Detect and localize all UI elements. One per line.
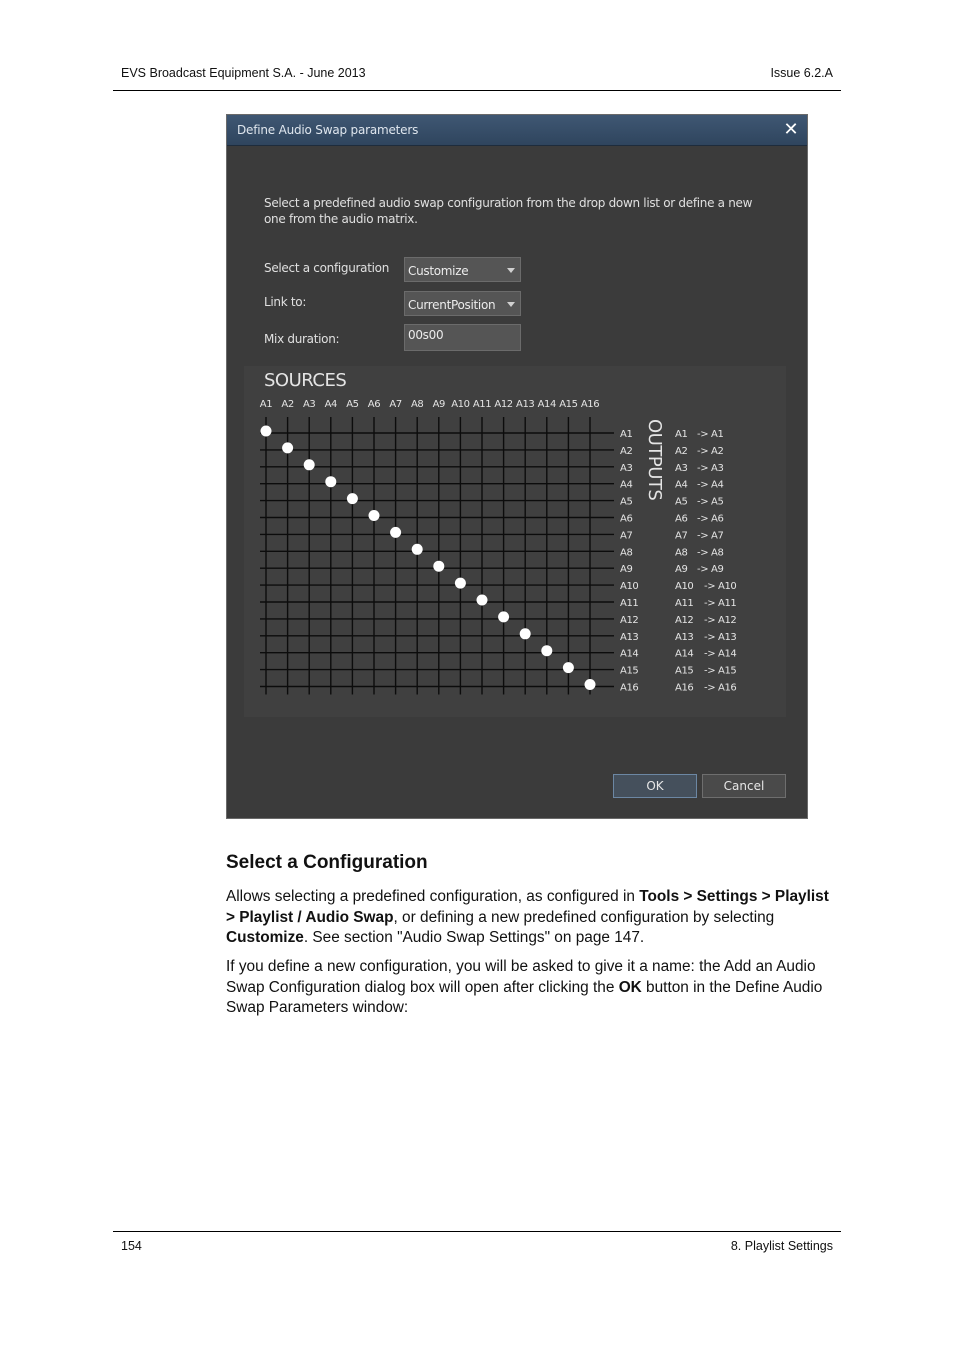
mapping-dst-A14: A14 xyxy=(718,648,737,660)
route-dot-A1-A1[interactable] xyxy=(261,426,272,437)
source-label-A6: A6 xyxy=(367,399,381,410)
output-label-A4: A4 xyxy=(620,479,633,491)
config-value: Customize xyxy=(408,264,469,278)
paragraph-1: Allows selecting a predefined configuration, as configured in Tools > Settings > Playlist > Playlist / Audio Swap, or defining a new predefined configuration by selecting Customize. See section "Audio Swap Settings" on page 147. xyxy=(226,888,829,946)
audio-matrix-panel xyxy=(244,366,786,717)
mapping-dst-A9: A9 xyxy=(711,564,724,576)
mapping-dst-A4: A4 xyxy=(711,479,724,491)
route-dot-A9-A9[interactable] xyxy=(433,561,444,572)
mapping-arrow: -> xyxy=(697,513,709,525)
route-dot-A7-A7[interactable] xyxy=(390,527,401,538)
output-label-A6: A6 xyxy=(620,513,633,525)
mapping-src-A12: A12 xyxy=(675,614,694,626)
close-icon[interactable]: ✕ xyxy=(783,119,799,140)
chevron-down-icon xyxy=(507,302,515,307)
route-dot-A6-A6[interactable] xyxy=(369,510,380,521)
mapping-src-A11: A11 xyxy=(675,598,694,609)
mix-value: 00s00 xyxy=(408,328,444,342)
mapping-src-A10: A10 xyxy=(675,581,694,593)
source-label-A3: A3 xyxy=(302,399,316,410)
page-header xyxy=(113,64,841,91)
source-label-A10: A10 xyxy=(451,399,470,410)
mapping-src-A8: A8 xyxy=(675,547,688,559)
mapping-dst-A2: A2 xyxy=(711,445,724,457)
output-label-A10: A10 xyxy=(620,581,639,593)
audio-matrix[interactable] xyxy=(244,366,786,717)
mix-duration-field[interactable] xyxy=(404,324,521,351)
mapping-arrow: -> xyxy=(704,631,716,643)
route-dot-A8-A8[interactable] xyxy=(412,544,423,555)
outputs-title: OUTPUTS xyxy=(644,419,665,501)
mapping-arrow: -> xyxy=(697,479,709,491)
source-label-A9: A9 xyxy=(432,399,446,410)
mapping-arrow: -> xyxy=(704,598,716,609)
mapping-arrow: -> xyxy=(697,429,709,440)
source-label-A4: A4 xyxy=(324,399,338,410)
mapping-arrow: -> xyxy=(704,614,716,626)
footer-page-number: 154 xyxy=(121,1239,142,1253)
config-label: Select a configuration xyxy=(264,261,390,275)
mapping-arrow: -> xyxy=(697,530,709,542)
route-dot-A13-A13[interactable] xyxy=(520,628,531,639)
output-label-A3: A3 xyxy=(620,462,633,474)
mapping-arrow: -> xyxy=(704,682,716,694)
mapping-src-A16: A16 xyxy=(675,682,694,694)
source-label-A8: A8 xyxy=(410,399,424,410)
page-footer xyxy=(113,1231,841,1253)
mapping-src-A5: A5 xyxy=(675,496,688,508)
mapping-arrow: -> xyxy=(697,496,709,508)
route-dot-A14-A14[interactable] xyxy=(541,645,552,656)
mapping-src-A4: A4 xyxy=(675,479,688,491)
mapping-src-A7: A7 xyxy=(675,530,688,542)
mapping-dst-A6: A6 xyxy=(711,513,724,525)
source-label-A12: A12 xyxy=(494,399,513,410)
section-title: Select a Configuration xyxy=(226,852,428,873)
source-label-A1: A1 xyxy=(259,399,273,410)
config-dropdown[interactable] xyxy=(404,257,521,282)
route-dot-A3-A3[interactable] xyxy=(304,459,315,470)
output-label-A11: A11 xyxy=(620,598,639,609)
mapping-src-A1: A1 xyxy=(675,429,688,440)
dialog-titlebar xyxy=(227,115,807,146)
mapping-arrow: -> xyxy=(697,445,709,457)
route-dot-A10-A10[interactable] xyxy=(455,578,466,589)
output-label-A8: A8 xyxy=(620,547,633,559)
route-dot-A16-A16[interactable] xyxy=(585,679,596,690)
source-label-A14: A14 xyxy=(537,399,556,410)
dialog-title: Define Audio Swap parameters xyxy=(237,123,419,137)
mapping-arrow: -> xyxy=(704,581,716,593)
mapping-src-A3: A3 xyxy=(675,462,688,474)
ok-button[interactable]: OK xyxy=(613,774,697,798)
mapping-src-A14: A14 xyxy=(675,648,694,660)
mapping-arrow: -> xyxy=(697,547,709,559)
mapping-dst-A10: A10 xyxy=(718,581,737,593)
mapping-src-A6: A6 xyxy=(675,513,688,525)
mapping-dst-A7: A7 xyxy=(711,530,724,542)
source-label-A7: A7 xyxy=(389,399,402,410)
output-label-A16: A16 xyxy=(620,682,639,694)
output-label-A12: A12 xyxy=(620,614,639,626)
output-label-A2: A2 xyxy=(620,445,633,457)
route-dot-A11-A11[interactable] xyxy=(477,595,488,606)
mapping-dst-A1: A1 xyxy=(711,429,724,440)
mix-label: Mix duration: xyxy=(264,332,340,346)
source-label-A15: A15 xyxy=(559,399,578,410)
output-label-A7: A7 xyxy=(620,530,633,542)
mapping-arrow: -> xyxy=(697,462,709,474)
mapping-dst-A15: A15 xyxy=(718,665,737,677)
mapping-arrow: -> xyxy=(704,665,716,677)
mapping-dst-A12: A12 xyxy=(718,614,737,626)
header-publisher: EVS Broadcast Equipment S.A. - June 2013 xyxy=(121,66,366,80)
sources-title: SOURCES xyxy=(264,370,347,391)
mapping-dst-A11: A11 xyxy=(718,598,737,609)
mapping-src-A2: A2 xyxy=(675,445,688,457)
audio-swap-dialog xyxy=(226,114,808,819)
route-dot-A4-A4[interactable] xyxy=(325,476,336,487)
header-issue: Issue 6.2.A xyxy=(770,66,833,80)
route-dot-A12-A12[interactable] xyxy=(498,611,509,622)
mapping-dst-A5: A5 xyxy=(711,496,724,508)
source-label-A16: A16 xyxy=(580,399,600,410)
chevron-down-icon xyxy=(507,268,515,273)
output-label-A14: A14 xyxy=(620,648,639,660)
link-value: CurrentPosition xyxy=(408,298,496,312)
route-dot-A5-A5[interactable] xyxy=(347,493,358,504)
output-label-A9: A9 xyxy=(620,564,633,576)
mapping-dst-A3: A3 xyxy=(711,462,724,474)
dialog-instructions: Select a predefined audio swap configuration from the drop down list or define a new one from the audio matrix. xyxy=(264,196,753,226)
mapping-dst-A13: A13 xyxy=(718,631,737,643)
output-label-A1: A1 xyxy=(620,429,633,440)
route-dot-A15-A15[interactable] xyxy=(563,662,574,673)
output-label-A15: A15 xyxy=(620,665,639,677)
paragraph-2: If you define a new configuration, you will be asked to give it a name: the Add an Audio Swap Configuration dialog box will open after clicking the OK button in the Define Audio Swap Parameters window: xyxy=(226,958,823,1016)
mapping-dst-A8: A8 xyxy=(711,547,724,559)
cancel-button[interactable]: Cancel xyxy=(702,774,786,798)
mapping-arrow: -> xyxy=(704,648,716,660)
output-label-A13: A13 xyxy=(620,631,639,643)
source-label-A11: A11 xyxy=(472,399,492,410)
source-label-A2: A2 xyxy=(281,399,294,410)
mapping-src-A9: A9 xyxy=(675,564,688,576)
mapping-arrow: -> xyxy=(697,564,709,576)
source-label-A13: A13 xyxy=(516,399,535,410)
link-dropdown[interactable] xyxy=(404,291,521,316)
route-dot-A2-A2[interactable] xyxy=(282,442,293,453)
mapping-src-A15: A15 xyxy=(675,665,694,677)
output-label-A5: A5 xyxy=(620,496,633,508)
link-label: Link to: xyxy=(264,295,307,309)
mapping-src-A13: A13 xyxy=(675,631,694,643)
mapping-dst-A16: A16 xyxy=(718,682,737,694)
source-label-A5: A5 xyxy=(346,399,359,410)
footer-section: 8. Playlist Settings xyxy=(730,1239,833,1253)
